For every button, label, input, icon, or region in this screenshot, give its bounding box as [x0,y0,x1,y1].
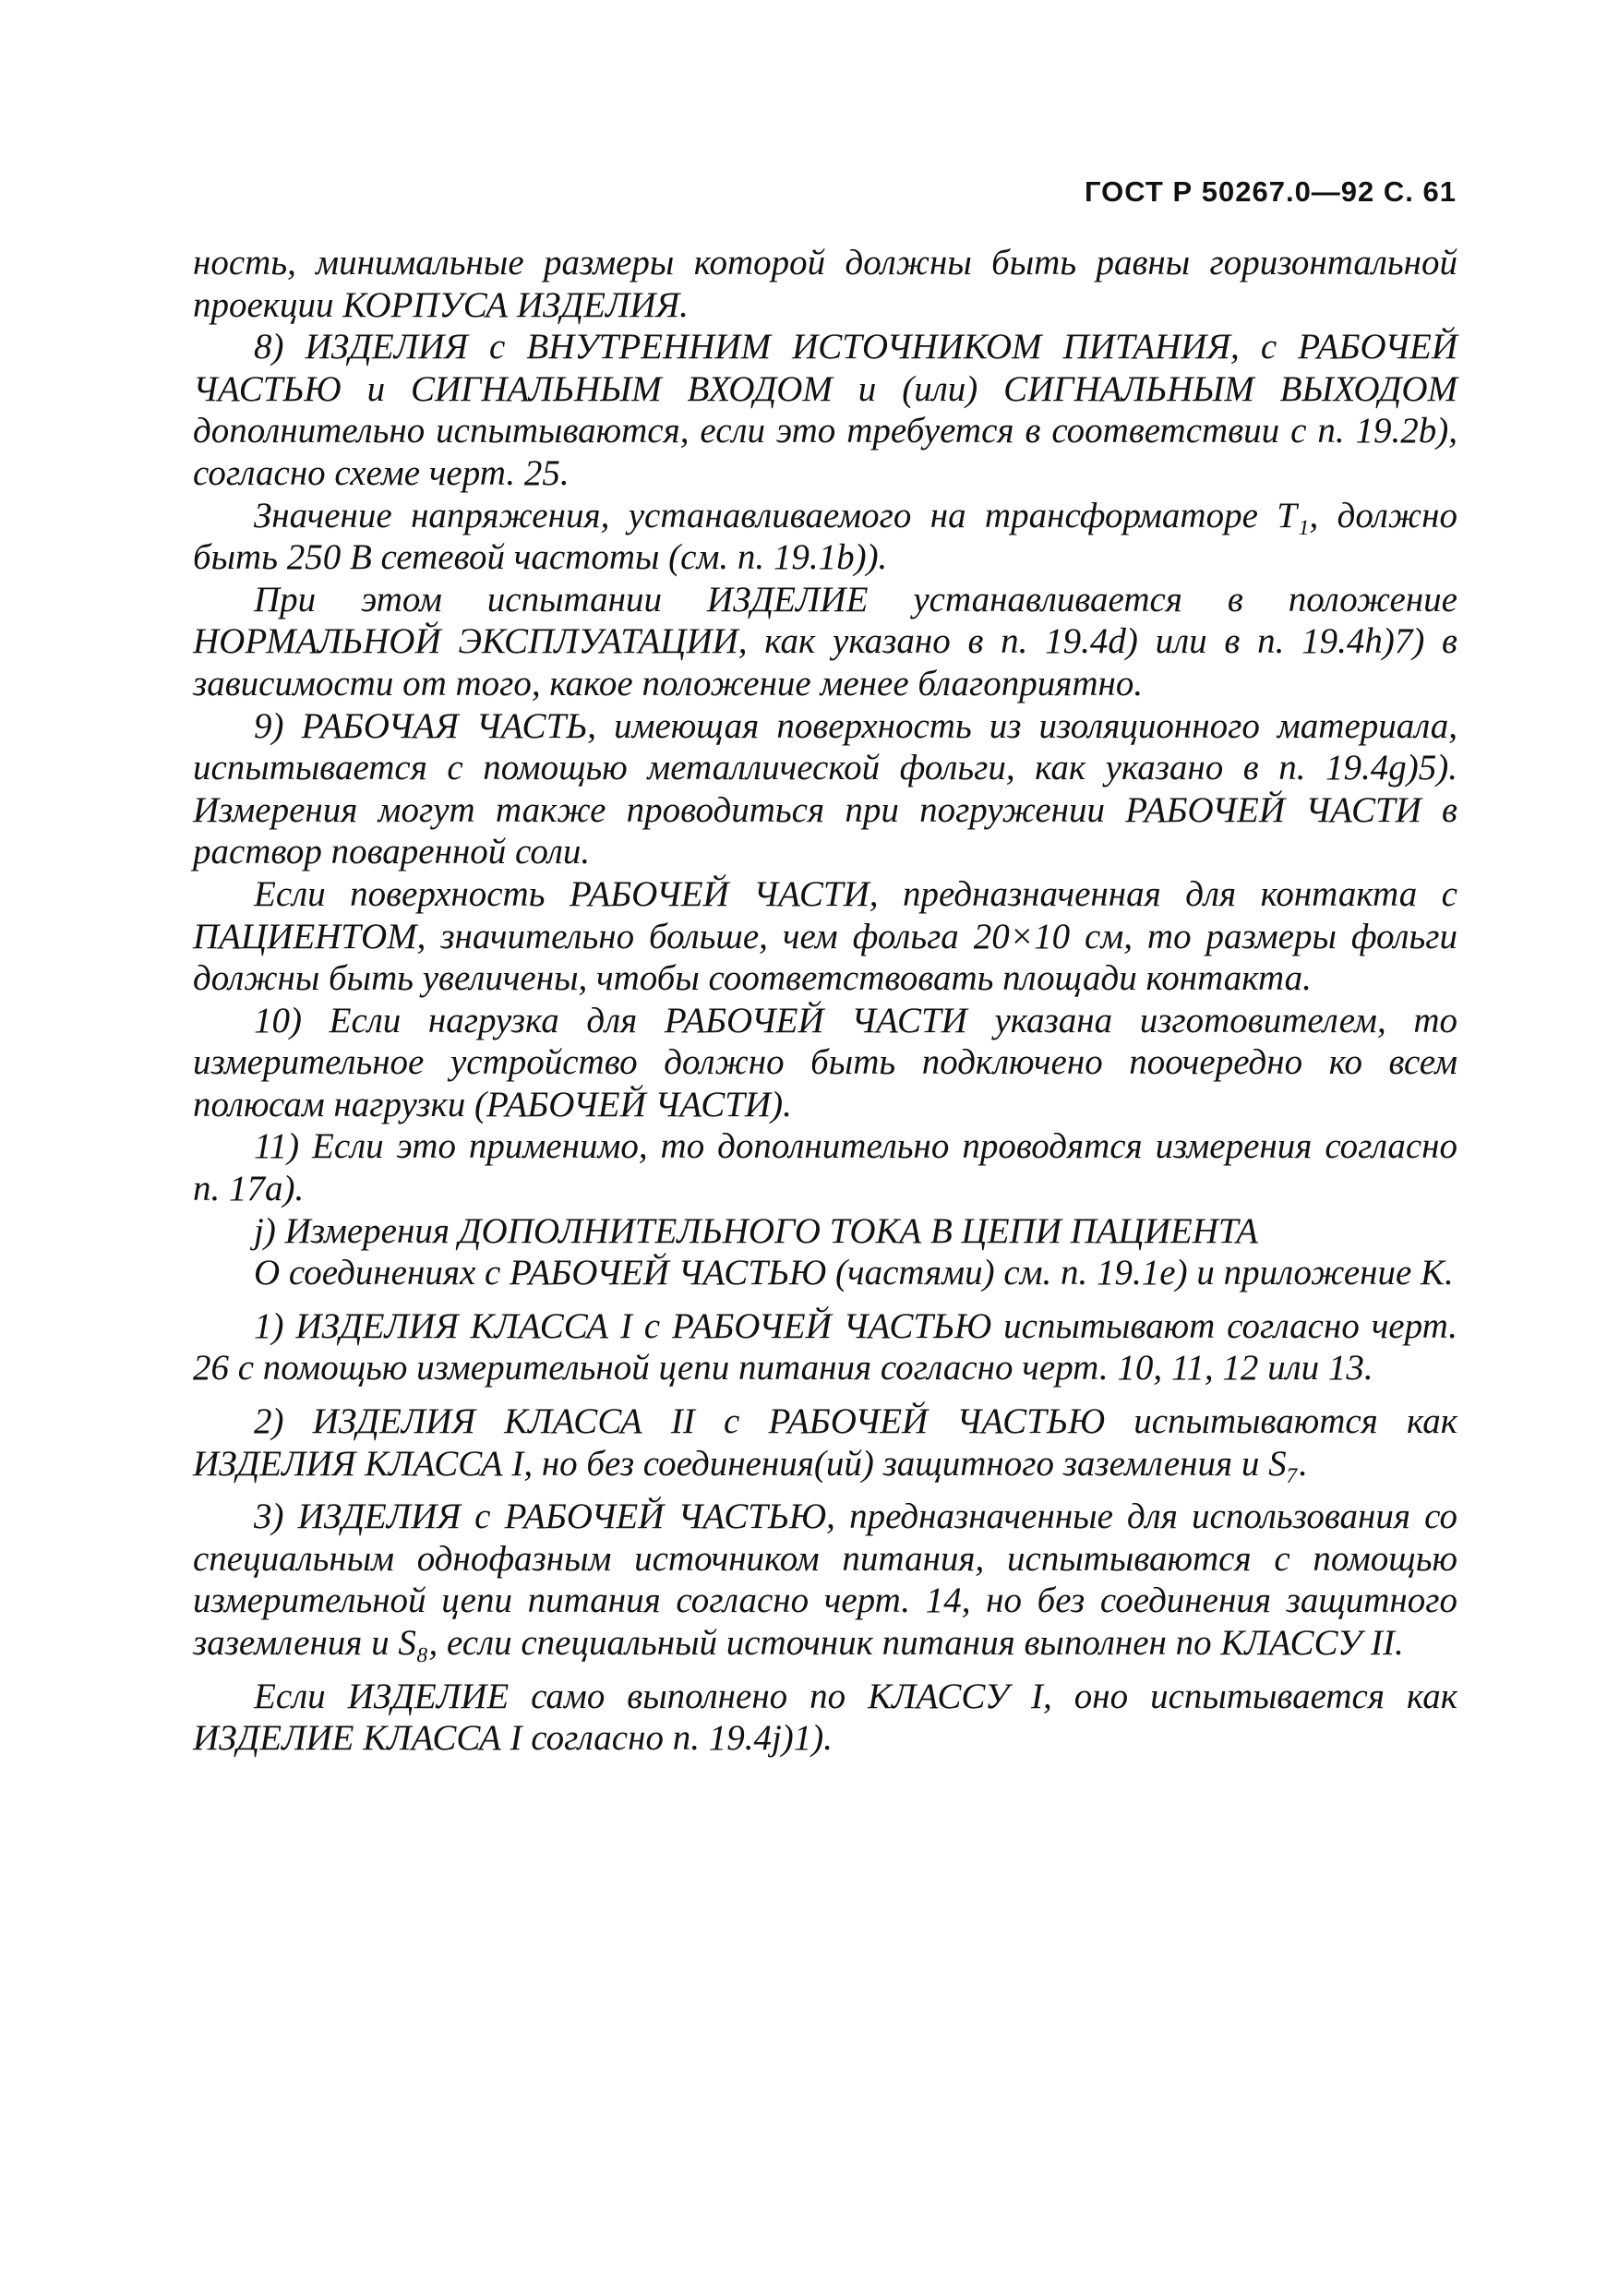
paragraph-connections: О соединениях с РАБОЧЕЙ ЧАСТЬЮ (частями) см. п. 19.1е) и приложение К. [254,1253,1454,1293]
paragraph-position: При этом испытании ИЗДЕЛИЕ устанавливается в положение НОРМАЛЬНОЙ ЭКСПЛУАТАЦИИ, как указано в п. 19.4d) или в п. 19.4h)7) в зависимости от того, какое положение менее благоприятно. [193,579,1457,703]
paragraph-foil-size: Если поверхность РАБОЧЕЙ ЧАСТИ, предназначенная для контакта с ПАЦИЕНТОМ, значительно больше, чем фольга 20×10 см, то размеры фольги должны быть увеличены, чтобы соответствовать площади контакта. [193,873,1457,999]
paragraph-item-10: 10) Если нагрузка для РАБОЧЕЙ ЧАСТИ указана изготовителем, то измерительное устройство должно быть подключено поочередно ко всем полюсам нагрузки (РАБОЧЕЙ ЧАСТИ). [193,1000,1457,1124]
paragraph-class-1: 1) ИЗДЕЛИЯ КЛАССА I с РАБОЧЕЙ ЧАСТЬЮ испытывают согласно черт. 26 с помощью измерительной цепи питания согласно черт. 10, 11, 12 или 13. [193,1305,1457,1388]
paragraph-class-1-self: Если ИЗДЕЛИЕ само выполнено по КЛАССУ I, оно испытывается как ИЗДЕЛИЕ КЛАССА I согласно п. 19.4j)1). [193,1676,1457,1759]
paragraph-item-9: 9) РАБОЧАЯ ЧАСТЬ, имеющая поверхность из изоляционного материала, испытывается с помощью металлической фольги, как указано в п. 19.4g)5). Измерения могут также проводиться при погружении РАБОЧЕЙ ЧАСТИ в раствор поваренной соли. [193,705,1457,872]
body-text [193,242,1457,1760]
paragraph-voltage: Значение напряжения, устанавливаемого на трансформаторе T₁, должно быть 250 В сетевой частоты (см. п. 19.1b)). [193,495,1457,578]
section-heading-j: j) Измерения ДОПОЛНИТЕЛЬНОГО ТОКА В ЦЕПИ ПАЦИЕНТА [254,1210,1258,1251]
running-head: ГОСТ Р 50267.0—92 С. 61 [1085,175,1457,208]
paragraph-continuation: ность, минимальные размеры которой должны быть равны горизонтальной проекции КОРПУСА ИЗДЕЛИЯ. [193,243,1457,325]
paragraph-item-11: 11) Если это применимо, то дополнительно проводятся измерения согласно п. 17а). [193,1126,1457,1209]
paragraph-item-8: 8) ИЗДЕЛИЯ с ВНУТРЕННИМ ИСТОЧНИКОМ ПИТАНИЯ, с РАБОЧЕЙ ЧАСТЬЮ и СИГНАЛЬНЫМ ВХОДОМ и (или) СИГНАЛЬНЫМ ВЫХОДОМ дополнительно испытываются, если это требуется в соответствии с п. 19.2b), согласно схеме черт. 25. [193,327,1457,493]
paragraph-special-supply: 3) ИЗДЕЛИЯ с РАБОЧЕЙ ЧАСТЬЮ, предназначенные для использования со специальным однофазным источником питания, испытываются с помощью измерительной цепи питания согласно черт. 14, но без соединения защитного заземления и S₈, если специальный источник питания выполнен по КЛАССУ II. [193,1497,1457,1663]
paragraph-class-2: 2) ИЗДЕЛИЯ КЛАССА II с РАБОЧЕЙ ЧАСТЬЮ испытываются как ИЗДЕЛИЯ КЛАССА I, но без соединения(ий) защитного заземления и S₇. [193,1401,1457,1484]
